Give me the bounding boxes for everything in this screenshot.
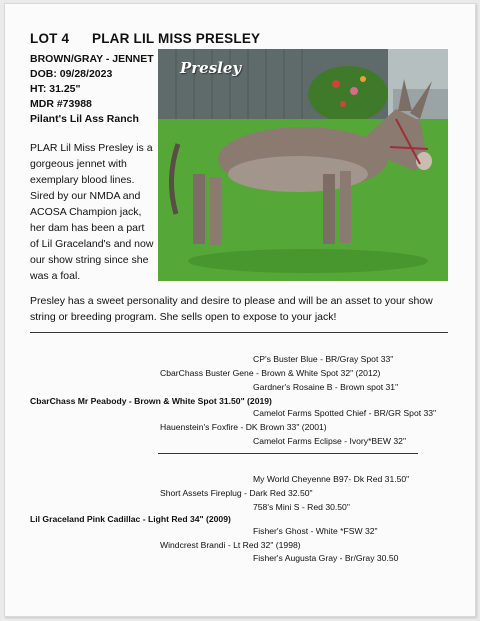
dam-dam-dam: Fisher's Augusta Gray - Br/Gray 30.50 — [253, 553, 399, 563]
photo-caption: Presley — [180, 59, 242, 77]
description: PLAR Lil Miss Presley is a gorgeous jennet with exemplary blood lines. Sired by our NMDA and ACOSA Champion jack, her dam has been a part of Lil Graceland's and now our show string since she was a foal. — [30, 142, 154, 282]
info-height: HT: 31.25" — [30, 83, 81, 95]
info-ranch: Pilant's Lil Ass Ranch — [30, 113, 139, 125]
info-mdr: MDR #73988 — [30, 98, 92, 110]
dam-sire: Short Assets Fireplug - Dark Red 32.50" — [160, 488, 313, 498]
lot-number: LOT 4 — [30, 31, 70, 46]
dam-dam: Windcrest Brandi - Lt Red 32" (1998) — [160, 540, 301, 550]
dam-dam-sire: Fisher's Ghost - White *FSW 32" — [253, 526, 378, 536]
info-dob: DOB: 09/28/2023 — [30, 68, 113, 80]
catalog-page — [4, 3, 476, 617]
donkey-photo-art — [158, 49, 448, 281]
sire-dam-dam: Camelot Farms Eclipse - Ivory*BEW 32" — [253, 436, 407, 446]
pedigree-sire: CbarChass Mr Peabody - Brown & White Spot 31.50" (2019) — [30, 396, 272, 406]
animal-name: PLAR LIL MISS PRESLEY — [92, 31, 261, 46]
sire-sire-dam: Gardner's Rosaine B - Brown spot 31" — [253, 382, 399, 392]
divider-mid — [158, 453, 418, 454]
dam-sire-sire: My World Cheyenne B97- Dk Red 31.50" — [253, 474, 410, 484]
donkey-photo — [158, 49, 448, 281]
pedigree-dam: Lil Graceland Pink Cadillac - Light Red 34" (2009) — [30, 514, 231, 524]
sire-sire: CbarChass Buster Gene - Brown & White Spot 32" (2012) — [160, 368, 381, 378]
sire-dam: Hauenstein's Foxfire - DK Brown 33" (2001) — [160, 422, 327, 432]
divider-top — [30, 332, 448, 333]
info-color: BROWN/GRAY - JENNET — [30, 53, 154, 65]
sire-dam-sire: Camelot Farms Spotted Chief - BR/GR Spot 33" — [253, 408, 437, 418]
summary: Presley has a sweet personality and desire to please and will be an asset to your show string or breeding program. She sells open to expose to your jack! — [30, 295, 433, 323]
dam-sire-dam: 758's Mini S - Red 30.50" — [253, 502, 350, 512]
sire-sire-sire: CP's Buster Blue - BR/Gray Spot 33" — [253, 354, 394, 364]
